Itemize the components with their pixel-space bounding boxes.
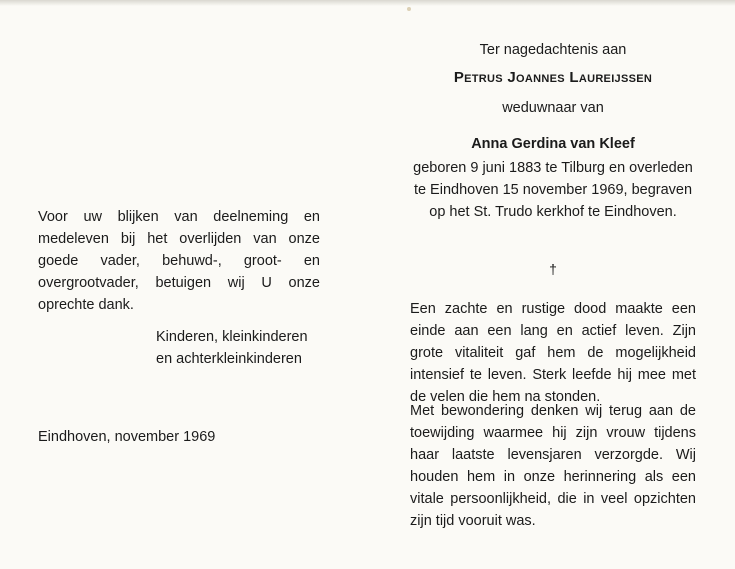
scan-edge: [0, 0, 735, 6]
signature-line-2: en achterkleinkinderen: [156, 351, 302, 367]
signature-line-1: Kinderen, kleinkinderen: [156, 329, 308, 345]
scan-speck: [407, 7, 411, 11]
deceased-name: Petrus Joannes Laureijssen: [453, 69, 653, 86]
paragraph-1: Een zachte en rustige dood maakte een einde aan een lang en actief leven. Zijn grote vitaliteit gaf hem de mogelijkheid intensief te leven. Sterk leefde hij mee met de velen die hem na stonden.: [410, 301, 696, 405]
signature: [156, 326, 326, 370]
place-date: Eindhoven, november 1969: [38, 429, 216, 445]
relation: weduwnaar van: [502, 100, 604, 116]
cross-icon: †: [549, 261, 557, 277]
spouse-name: Anna Gerdina van Kleef: [471, 136, 635, 152]
paragraph-2: Met bewondering denken wij terug aan de toewijding waarmee hij zijn vrouw tijdens haar laatste levensjaren verzorgde. Wij houden hem in onze herinnering als een vitale persoonlijkheid, die in veel opzichten zijn tijd vooruit was.: [410, 403, 696, 529]
memorial-line: Ter nagedachtenis aan: [479, 42, 627, 58]
thanks-text: Voor uw blijken van deelneming en medeleven bij het overlijden van onze goede vader, behuwd-, groot- en overgrootvader, betuigen wij U onze oprechte dank.: [38, 209, 320, 313]
birth-death-text: geboren 9 juni 1883 te Tilburg en overleden te Eindhoven 15 november 1969, begraven op het St. Trudo kerkhof te Eindhoven.: [413, 160, 693, 220]
